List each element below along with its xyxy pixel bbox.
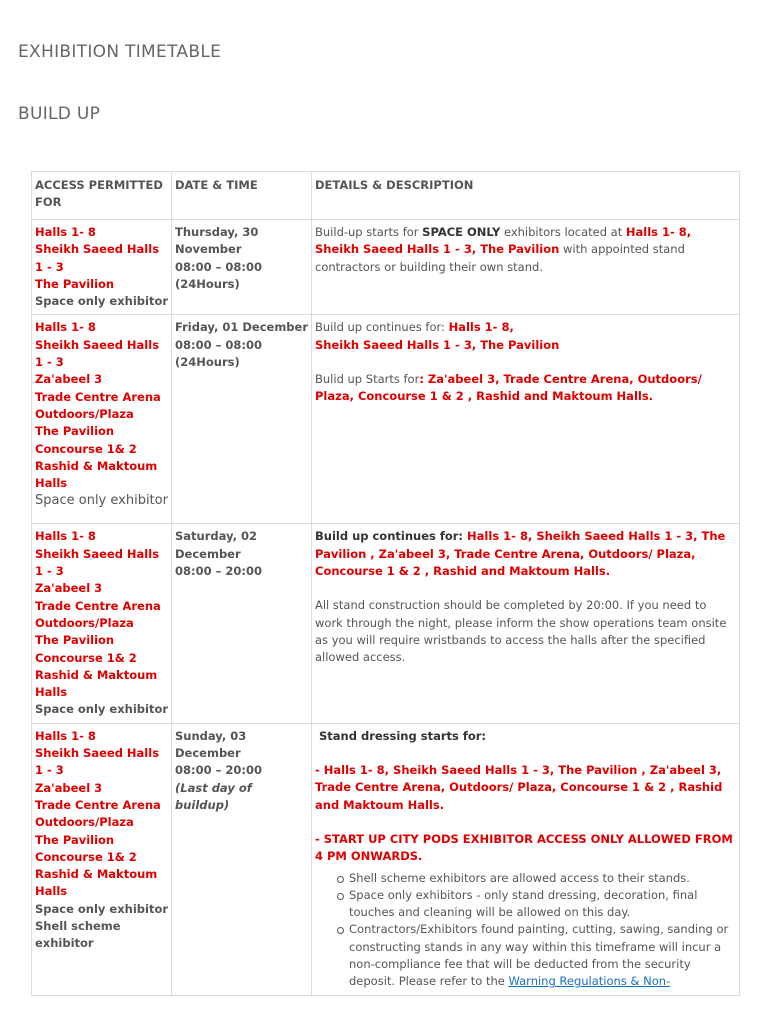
date-cell	[172, 723, 312, 995]
header-date: DATE & TIME	[172, 172, 312, 220]
details-text: All stand construction should be completed by 20:00. If you need to work through the night, please inform the show operations team onsite as you will require wristbands to access the halls after the specified allowed access.	[315, 598, 727, 665]
access-item: Outdoors/Plaza	[35, 615, 134, 630]
access-item: Space only exhibitor	[35, 294, 169, 309]
access-cell	[32, 220, 172, 315]
details-text: Bulid up Starts for	[315, 372, 420, 387]
date-day: Friday, 01 December	[175, 320, 309, 335]
access-item: The Pavilion	[35, 424, 115, 439]
access-item: Halls 1- 8	[35, 728, 96, 743]
access-item: Shell scheme exhibitor	[35, 919, 121, 951]
access-cell	[32, 723, 172, 995]
access-item: Outdoors/Plaza	[35, 406, 134, 421]
date-time: 08:00 – 08:00	[175, 259, 262, 274]
details-notice: - START UP CITY PODS EXHIBITOR ACCESS ONLY ALLOWED FROM 4 PM ONWARDS.	[315, 831, 733, 864]
date-day: Sunday, 03 December	[175, 728, 247, 761]
access-item: Space only exhibitor	[35, 702, 169, 717]
details-text: with appointed stand contractors or building their own stand.	[315, 242, 685, 274]
access-item: Rashid & Maktoum Halls	[35, 867, 158, 899]
access-item: Halls 1- 8	[35, 529, 96, 544]
header-details: DETAILS & DESCRIPTION	[312, 172, 740, 220]
access-item: Sheikh Saeed Halls 1 - 3	[35, 337, 160, 370]
date-cell	[172, 315, 312, 524]
date-cell	[172, 220, 312, 315]
date-day: Saturday, 02 December	[175, 529, 258, 561]
access-item: The Pavilion	[35, 276, 115, 291]
list-item: Space only exhibitors - only stand dressing, decoration, final touches and cleaning will be allowed on this day.	[349, 887, 736, 922]
header-access: ACCESS PERMITTED FOR	[32, 172, 172, 220]
access-cell	[32, 315, 172, 524]
details-venues: Halls 1- 8, Sheikh Saeed Halls 1 - 3, The Pavilion , Za'abeel 3, Trade Centre Arena, Outdoors/ Plaza, Concourse 1 & 2 , Rashid and Maktoum Halls.	[315, 529, 726, 579]
details-venues: : Za'abeel 3, Trade Centre Arena, Outdoors/ Plaza, Concourse 1 & 2 , Rashid and Maktoum Halls.	[315, 372, 702, 404]
list-item	[349, 921, 736, 990]
details-text: Build-up starts for	[315, 225, 423, 239]
details-text: Build up continues for:	[315, 320, 449, 335]
access-item: Space only exhibitor	[35, 493, 168, 509]
access-item: Concourse 1& 2	[35, 441, 137, 456]
access-item: Halls 1- 8	[35, 225, 96, 239]
timetable	[31, 171, 740, 996]
access-item: Za'abeel 3	[35, 581, 103, 596]
date-time: 08:00 – 20:00	[175, 763, 262, 778]
access-item: Sheikh Saeed Halls 1 - 3	[35, 546, 160, 579]
table-row	[32, 220, 740, 315]
access-cell	[32, 524, 172, 723]
details-cell	[312, 315, 740, 524]
access-item: Rashid & Maktoum Halls	[35, 667, 158, 700]
details-venues: Halls 1- 8,	[448, 320, 514, 335]
table-row	[32, 723, 740, 995]
regulations-link[interactable]: Warning Regulations & Non-	[508, 974, 671, 989]
details-cell	[312, 524, 740, 723]
date-time: 08:00 – 20:00	[175, 564, 262, 579]
access-item: Space only exhibitor	[35, 901, 169, 916]
date-day: Thursday, 30 November	[175, 225, 259, 257]
date-time: 08:00 – 08:00	[175, 337, 262, 352]
date-cell	[172, 524, 312, 723]
access-item: The Pavilion	[35, 832, 115, 847]
list-item-text: Contractors/Exhibitors found painting, cutting, sawing, sanding or constructing stands in any way within this timeframe will incur a non-compliance fee that will be deducted from the security deposit. Please refer to the	[349, 922, 729, 989]
date-note: (24Hours)	[175, 276, 240, 291]
date-note: (24Hours)	[175, 355, 240, 370]
access-item: Rashid & Maktoum Halls	[35, 458, 158, 491]
access-item: Za'abeel 3	[35, 372, 103, 387]
details-text-bold: Build up continues for:	[315, 529, 468, 544]
date-note: (Last day of buildup)	[175, 780, 252, 812]
page-title: EXHIBITION TIMETABLE	[18, 42, 222, 62]
access-item: The Pavilion	[35, 633, 115, 648]
section-heading: BUILD UP	[18, 104, 101, 124]
details-text: exhibitors located at	[500, 225, 626, 239]
details-bullet-list	[315, 870, 736, 991]
access-item: Za'abeel 3	[35, 780, 103, 795]
details-venues: - Halls 1- 8, Sheikh Saeed Halls 1 - 3, The Pavilion , Za'abeel 3, Trade Centre Arena, Outdoors/ Plaza, Concourse 1 & 2 , Rashid and Maktoum Halls.	[315, 763, 723, 812]
details-text-bold: SPACE ONLY	[422, 225, 501, 239]
table-row	[32, 315, 740, 524]
access-item: Trade Centre Arena	[35, 598, 161, 613]
access-item: Outdoors/Plaza	[35, 815, 134, 830]
access-item: Sheikh Saeed Halls 1 - 3	[35, 242, 160, 274]
access-item: Sheikh Saeed Halls 1 - 3	[35, 746, 160, 778]
access-item: Concourse 1& 2	[35, 650, 137, 665]
access-item: Halls 1- 8	[35, 320, 96, 335]
access-item: Concourse 1& 2	[35, 849, 137, 864]
access-item: Trade Centre Arena	[35, 797, 161, 812]
details-venues: Sheikh Saeed Halls 1 - 3, The Pavilion	[315, 337, 560, 352]
access-item: Trade Centre Arena	[35, 389, 161, 404]
details-cell	[312, 220, 740, 315]
table-header-row	[32, 172, 740, 220]
table-row	[32, 524, 740, 723]
details-heading: Stand dressing starts for:	[315, 728, 487, 743]
details-cell	[312, 723, 740, 995]
list-item: Shell scheme exhibitors are allowed access to their stands.	[349, 870, 736, 887]
details-venues: Halls 1- 8, Sheikh Saeed Halls 1 - 3, The Pavilion	[315, 225, 692, 257]
